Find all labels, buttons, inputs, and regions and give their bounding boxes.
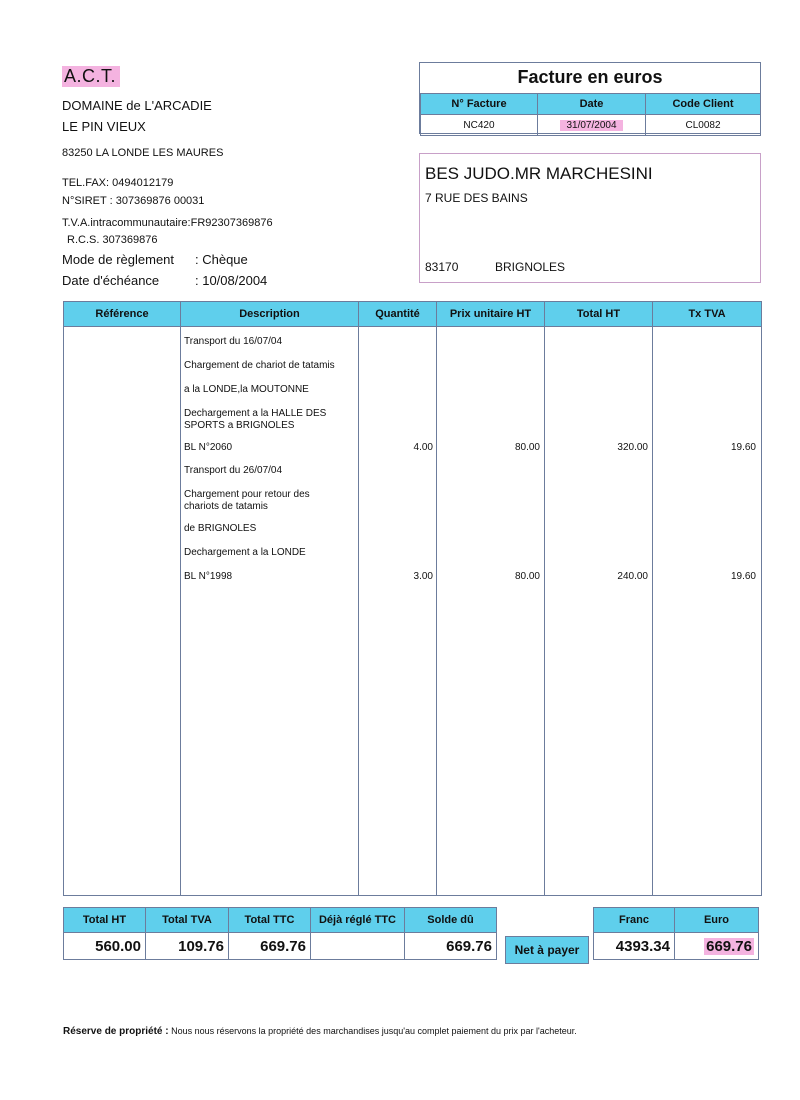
col-header-total-ht: Total HT: [545, 302, 652, 327]
payment-mode-value: : Chèque: [195, 252, 248, 267]
total-tva-header: Total TVA: [146, 908, 229, 933]
total-ht-header: Total HT: [64, 908, 146, 933]
row1-tva-rate: 19.60: [730, 442, 756, 453]
invoice-number: NC420: [421, 115, 538, 136]
total-ht-value: 560.00: [64, 933, 146, 960]
payment-mode-label: Mode de règlement: [62, 252, 175, 267]
due-date-value: : 10/08/2004: [195, 273, 268, 288]
company-address-line1: DOMAINE de L'ARCADIE: [62, 98, 212, 113]
client-street: 7 RUE DES BAINS: [425, 191, 528, 205]
total-ttc-value: 669.76: [229, 933, 311, 960]
totals-table: [63, 907, 497, 960]
row2-total-ht: 240.00: [617, 571, 648, 582]
row1-quantity: 4.00: [413, 442, 433, 453]
items-table: [63, 301, 762, 896]
balance-due-value: 669.76: [405, 933, 497, 960]
euro-header: Euro: [675, 908, 759, 933]
item-description-line: BL N°1998: [184, 571, 233, 582]
row2-quantity: 3.00: [413, 571, 433, 582]
column-divider: [544, 302, 545, 895]
col-header-description: Description: [181, 302, 358, 327]
row2-tva-rate: 19.60: [730, 571, 756, 582]
item-description-line: Dechargement a la LONDE: [184, 547, 306, 558]
net-to-pay-label: Net à payer: [505, 936, 589, 964]
euro-value-cell: [675, 933, 759, 960]
due-date-label: Date d'échéance: [62, 273, 160, 288]
invoice-date-header: Date: [538, 94, 646, 115]
currency-totals-table: [593, 907, 759, 960]
item-description-line: Chargement de chariot de tatamis: [184, 360, 335, 371]
total-ttc-header: Total TTC: [229, 908, 311, 933]
company-name: A.C.T.: [62, 66, 120, 87]
euro-value: 669.76: [706, 937, 752, 955]
invoice-date-value: 31/07/2004: [560, 120, 622, 131]
column-divider: [652, 302, 653, 895]
col-header-quantity: Quantité: [359, 302, 436, 327]
invoice-title: Facture en euros: [517, 67, 663, 87]
client-address-box: [419, 153, 761, 283]
item-description-line: a la LONDE,la MOUTONNE: [184, 384, 309, 395]
retention-label: Réserve de propriété :: [63, 1026, 169, 1037]
column-divider: [180, 302, 181, 895]
client-code: CL0082: [646, 115, 761, 136]
row1-unit-price: 80.00: [514, 442, 540, 453]
item-description-line: de BRIGNOLES: [184, 523, 257, 534]
already-paid-header: Déjà réglé TTC: [311, 908, 405, 933]
company-tva: T.V.A.intracommunautaire:FR92307369876: [62, 217, 273, 229]
client-name: BES JUDO.MR MARCHESINI: [425, 164, 653, 183]
item-description-line: Dechargement a la HALLE DES SPORTS a BRIGNOLES: [184, 408, 327, 431]
client-zip: 83170: [425, 260, 459, 274]
invoice-header-box: [419, 62, 761, 134]
balance-due-header: Solde dû: [405, 908, 497, 933]
retention-text: Nous nous réservons la propriété des marchandises jusqu'au complet paiement du prix par l'acheteur.: [168, 1026, 577, 1036]
invoice-number-header: N° Facture: [421, 94, 538, 115]
company-address-line2: LE PIN VIEUX: [62, 119, 146, 134]
item-description-line: Transport du 16/07/04: [184, 336, 283, 347]
col-header-reference: Référence: [64, 302, 180, 327]
item-description-line: Chargement pour retour des chariots de tatamis: [184, 489, 310, 512]
company-telfax: TEL.FAX: 0494012179: [62, 177, 174, 189]
company-rcs: R.C.S. 307369876: [67, 234, 158, 246]
column-divider: [358, 302, 359, 895]
franc-header: Franc: [594, 908, 675, 933]
col-header-tva-rate: Tx TVA: [653, 302, 761, 327]
company-zip-city: 83250 LA LONDE LES MAURES: [62, 147, 224, 159]
franc-value: 4393.34: [594, 933, 675, 960]
client-city: BRIGNOLES: [495, 260, 566, 274]
invoice-info-table: [420, 93, 761, 136]
item-description-line: BL N°2060: [184, 442, 233, 453]
row2-unit-price: 80.00: [514, 571, 540, 582]
col-header-unit-price: Prix unitaire HT: [437, 302, 544, 327]
column-divider: [436, 302, 437, 895]
total-tva-value: 109.76: [146, 933, 229, 960]
retention-of-title-note: [63, 1026, 577, 1037]
item-description-line: Transport du 26/07/04: [184, 465, 283, 476]
client-code-header: Code Client: [646, 94, 761, 115]
row1-total-ht: 320.00: [617, 442, 648, 453]
already-paid-value: [311, 933, 405, 960]
invoice-date: [538, 115, 646, 136]
company-siret: N°SIRET : 307369876 00031: [62, 195, 205, 207]
